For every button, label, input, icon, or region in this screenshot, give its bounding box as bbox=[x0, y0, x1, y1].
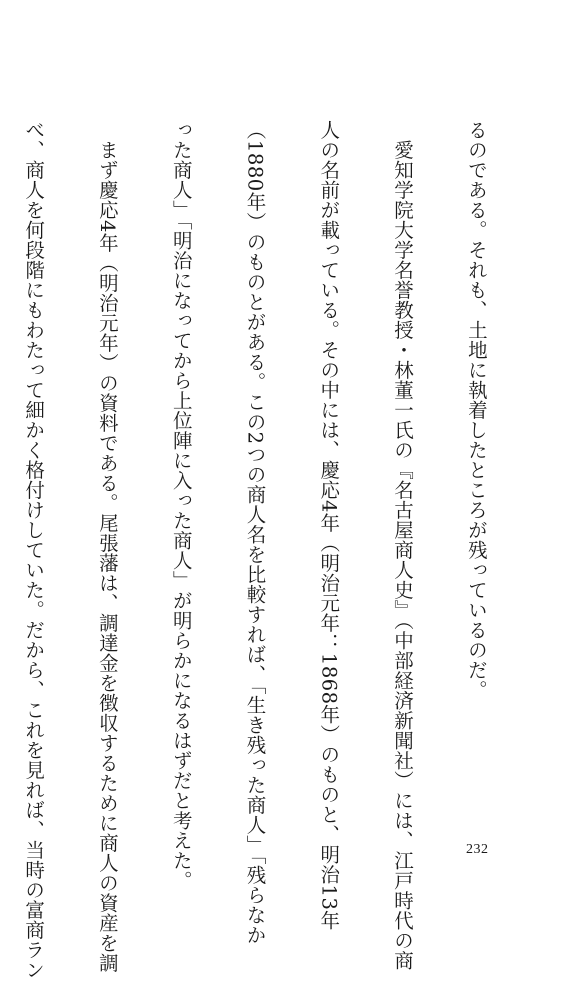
text-line: まず慶応4年（明治元年）の資料である。尾張藩は、調達金を徴収するために商人の資産を調 bbox=[95, 120, 119, 973]
text-line: （1880年）のものとがある。この2つの商人名を比較すれば、「生き残った商人」「残らなか bbox=[243, 120, 267, 946]
text-line: 人の名前が載っている。その中には、慶応4年（明治元年：1868年）のものと、明治13年 bbox=[317, 120, 341, 931]
text-line: べ、商人を何段階にもわたって細かく格付けしていた。だから、これを見れば、当時の富商ラン bbox=[22, 120, 46, 980]
text-line: った商人」「明治になってから上位陣に入った商人」が明らかになるはずだと考えた。 bbox=[169, 120, 193, 891]
page-number: 232 bbox=[466, 842, 489, 857]
text-line: 愛知学院大学名誉教授・林董一氏の『名古屋商人史』（中部経済新聞社）には、江戸時代の商 bbox=[391, 120, 415, 971]
text-line: るのである。それも、土地に執着したところが残っているのだ。 bbox=[464, 120, 488, 700]
